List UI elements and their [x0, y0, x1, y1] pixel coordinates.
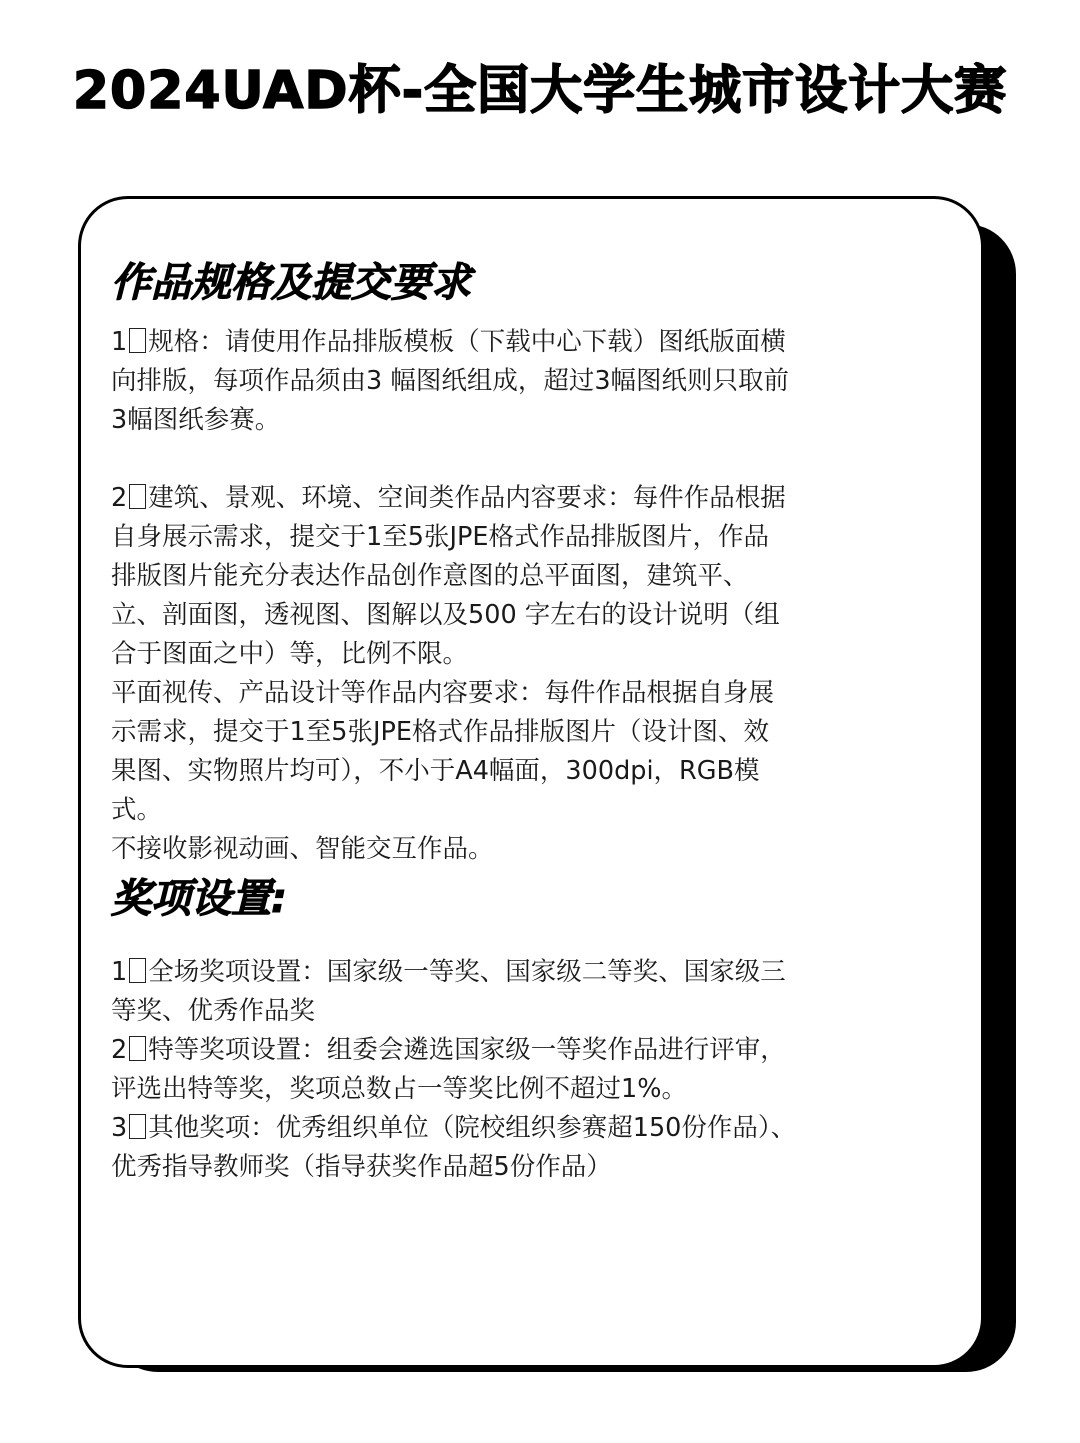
- awards-item-3-line-2: 优秀指导教师奖（指导获奖作品超5份作品）: [111, 1152, 612, 1182]
- graphic-design-requirements: [111, 674, 911, 869]
- awards-item-3-line-1: [111, 1109, 911, 1148]
- missing-glyph-box-icon: [129, 328, 146, 353]
- card-content: [111, 255, 911, 1187]
- spec-item-1-line-3: 3幅图纸参赛。: [111, 405, 281, 435]
- awards-item-1-line-1: [111, 953, 911, 992]
- awards-item-3: [111, 1109, 911, 1187]
- awards-item-1: [111, 953, 911, 1031]
- graphic-line-2: 示需求，提交于1至5张JPE格式作品排版图片（设计图、效: [111, 717, 769, 747]
- awards-item-2-text: 特等奖项设置：组委会遴选国家级一等奖作品进行评审，: [148, 1035, 786, 1065]
- content-card: [78, 196, 984, 1368]
- graphic-line-1: 平面视传、产品设计等作品内容要求：每件作品根据自身展: [111, 678, 775, 708]
- awards-item-3-number: 3: [111, 1113, 128, 1143]
- awards-item-1-line-2: 等奖、优秀作品奖: [111, 996, 316, 1026]
- paragraph-gap: [111, 440, 911, 479]
- awards-item-2-number: 2: [111, 1035, 128, 1065]
- spec-item-2: [111, 479, 911, 674]
- spec-item-1-line-2: 向排版，每项作品须由3 幅图纸组成，超过3幅图纸则只取前: [111, 366, 790, 396]
- spec-section-heading: 作品规格及提交要求: [111, 260, 471, 306]
- spec-item-2-text: 建筑、景观、环境、空间类作品内容要求：每件作品根据: [148, 483, 786, 513]
- spec-item-2-line-4: 立、剖面图，透视图、图解以及500 字左右的设计说明（组: [111, 600, 780, 630]
- page-title: 2024UAD杯-全国大学生城市设计大赛: [72, 61, 1008, 121]
- awards-item-2-line-2: 评选出特等奖，奖项总数占一等奖比例不超过1%。: [111, 1074, 687, 1104]
- spec-item-2-line-5: 合于图面之中）等，比例不限。: [111, 639, 469, 669]
- awards-item-1-text: 全场奖项设置：国家级一等奖、国家级二等奖、国家级三: [148, 957, 786, 987]
- awards-item-2-line-1: [111, 1031, 911, 1070]
- spec-item-1-text: 规格：请使用作品排版模板（下载中心下载）图纸版面横: [148, 327, 786, 357]
- spec-item-1-line-1: [111, 323, 911, 362]
- graphic-line-4: 式。: [111, 795, 163, 825]
- awards-item-1-number: 1: [111, 957, 128, 987]
- missing-glyph-box-icon: [129, 958, 146, 983]
- spec-item-1-number: 1: [111, 327, 128, 357]
- graphic-line-5: 不接收影视动画、智能交互作品。: [111, 834, 494, 864]
- graphic-line-3: 果图、实物照片均可），不小于A4幅面，300dpi，RGB模: [111, 756, 760, 786]
- awards-section-heading: 奖项设置:: [111, 876, 287, 922]
- missing-glyph-box-icon: [129, 1036, 146, 1061]
- awards-item-3-text: 其他奖项：优秀组织单位（院校组织参赛超150份作品）、: [148, 1113, 797, 1143]
- missing-glyph-box-icon: [129, 484, 146, 509]
- spec-item-1: [111, 323, 911, 440]
- missing-glyph-box-icon: [129, 1114, 146, 1139]
- spec-item-2-line-3: 排版图片能充分表达作品创作意图的总平面图，建筑平、: [111, 561, 749, 591]
- spec-item-2-line-2: 自身展示需求，提交于1至5张JPE格式作品排版图片，作品: [111, 522, 769, 552]
- spec-item-2-line-1: [111, 479, 911, 518]
- spec-item-2-number: 2: [111, 483, 128, 513]
- awards-item-2: [111, 1031, 911, 1109]
